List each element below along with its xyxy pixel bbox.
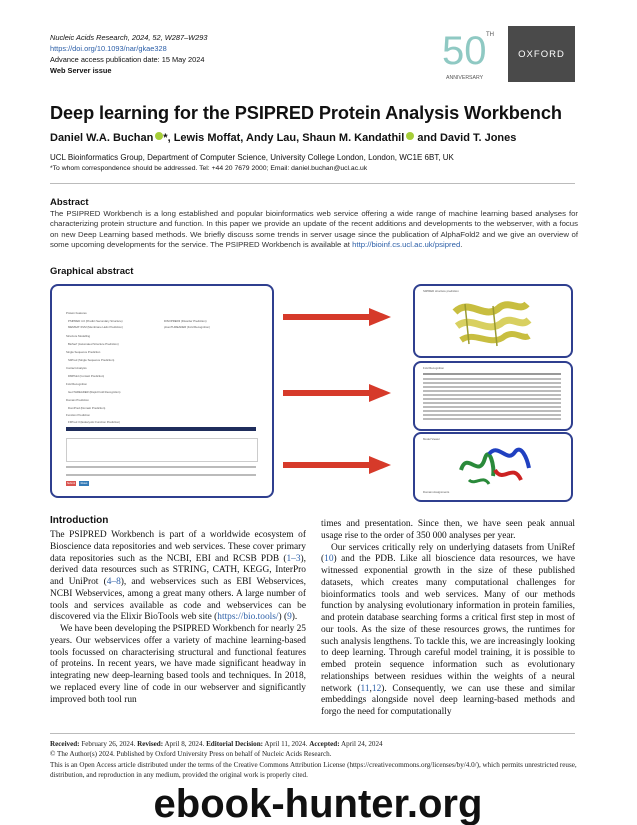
anniversary-number: 50: [442, 29, 487, 73]
biotools-url-link[interactable]: https://bio.tools/: [217, 612, 279, 623]
doi-link[interactable]: https://doi.org/10.1093/nar/gkae328: [50, 44, 167, 53]
author-5: and David T. Jones: [414, 132, 517, 144]
author-list: [50, 132, 516, 144]
journal-name: Nucleic Acids Research: [50, 33, 128, 42]
abstract-body: The PSIPRED Workbench is a long established and popular bioinformatics web service offering a wide range of machine learning based analyses for characterizing protein structure and function. In this paper we provide an update of the recent additions and developments to the webserver, with a focus on new Deep Learning based methods. We briefly discuss some trends in server usage since the publication of AlphaFold2 and we give an overview of some upcoming developments for the service. The PSIPRED Workbench is available at: [50, 209, 578, 250]
decision-label: Editorial Decision:: [206, 740, 264, 748]
50th-anniversary-logo: [440, 26, 500, 84]
table-row: [423, 398, 561, 400]
divider: [50, 183, 575, 184]
right-column: [321, 519, 575, 719]
citation-link[interactable]: 9: [287, 612, 292, 623]
form-section-label: Single Sequence Prediction: [66, 350, 101, 354]
panel-label: Model Viewer: [423, 437, 440, 441]
author-2-4: *, Lewis Moffat, Andy Lau, Shaun M. Kandathil: [163, 132, 405, 144]
citation-link[interactable]: 1–3: [286, 553, 301, 564]
form-section-label: Function Prediction: [66, 413, 90, 417]
intro-paragraph-3: times and presentation. Since then, we have seen peak annual usage rise to the order of 350 000 analyses per year.: [321, 519, 575, 541]
abstract-end: .: [460, 240, 463, 250]
panel-label: Fold Recognition: [423, 366, 444, 370]
form-section-label: Protein Features: [66, 311, 87, 315]
journal-citation: [50, 33, 208, 42]
introduction-heading: Introduction: [50, 515, 109, 526]
table-row: [423, 378, 561, 380]
text-run: The PSIPRED Workbench is part of a worldwide ecosystem of Bioscience data repositories and web services. These cover primary data repositories such as the NCBI, EBI and RCSB PDB (: [50, 530, 306, 564]
left-column: [50, 530, 306, 706]
text-run: ).: [291, 612, 298, 623]
intro-paragraph-4: [321, 543, 575, 719]
form-checkbox-label: GenTHREADER (Rapid Fold Recognition): [68, 390, 121, 394]
arrow-right-icon: [283, 307, 393, 327]
form-field-line: [66, 474, 256, 476]
history-dates: [50, 739, 580, 749]
accepted-date: April 24, 2024: [339, 740, 383, 748]
text-run: ,: [369, 683, 372, 694]
text-run: ) and the PDB. Like all bioscience data resources, we have witnessed exponential growth in the size of these published datasets, which creates many computational challenges for bioinformatics tools and web services. Many of our methods function by analysing evolutionary information in protein families, and protein database searching forms a critical first step in most of our tools. As the size of these resources grows, the runtimes for such analysis lengthens. To tackle this, we are increasingly looking to deep learning. Through careful model training, it is possible to embed protein sequence information such as evolutionary relationships between residues within the weights of a neural network (: [321, 554, 575, 694]
advance-access-date: Advance access publication date: 15 May 2024: [50, 55, 205, 64]
received-label: Received:: [50, 740, 80, 748]
table-row: [423, 386, 561, 388]
citation-link[interactable]: 11: [360, 683, 370, 694]
revised-label: Revised:: [137, 740, 164, 748]
journal-volume: , 2024, 52, W287–W293: [127, 33, 208, 42]
form-section-label: Structure Modelling: [66, 334, 91, 338]
form-checkbox-label: BioSerf (Automated Structure Prediction): [68, 342, 119, 346]
citation-link[interactable]: 12: [371, 683, 382, 694]
form-checkbox-label: FFPred 3 (Eukaryotic Function Prediction): [68, 420, 121, 424]
form-checkbox-label: S4Pred (Single Sequence Prediction): [68, 358, 115, 362]
sequence-textarea[interactable]: [66, 438, 258, 462]
form-section-label: Fold Recognition: [66, 382, 87, 386]
psipred-url-link[interactable]: http://bioinf.cs.ucl.ac.uk/psipred: [352, 240, 461, 250]
reset-button[interactable]: Reset: [80, 482, 88, 485]
panel-label: S4PRED structure prediction: [423, 289, 459, 293]
table-header-line: [423, 373, 561, 375]
author-1: Daniel W.A. Buchan: [50, 132, 154, 144]
citation-link[interactable]: 10: [324, 554, 334, 565]
anniversary-label: ANNIVERSARY: [446, 75, 484, 81]
oxford-logo: [508, 26, 575, 82]
domain-structure-icon: [455, 440, 535, 488]
form-checkbox-label: pGenTHREADER (Fold Recognition): [164, 325, 210, 329]
revised-date: April 8, 2024.: [163, 740, 207, 748]
form-checkbox-label: MEMSAT-SVM (Membrane Helix Prediction): [68, 325, 123, 329]
intro-paragraph-2: We have been developing the PSIPRED Workbench for nearly 25 years. Our webservices offer a variety of machine learning-based tools focussed on characterising structural and functional features of proteins. In recent years, we have made significant headway in integrating new deep-learning based tools and techniques. In 2018, we replaced every line of code in our webserver and significantly improved both tool run: [50, 624, 306, 705]
article-footer: [50, 739, 580, 781]
arrow-right-icon: [283, 455, 393, 475]
graphical-abstract-heading: Graphical abstract: [50, 266, 134, 277]
form-header-bar: [66, 427, 256, 431]
table-row: [423, 406, 561, 408]
form-section-label: Domain Prediction: [66, 398, 89, 402]
table-row: [423, 414, 561, 416]
domain-viewer-panel: [413, 432, 573, 502]
abstract-heading: Abstract: [50, 197, 89, 208]
issue-label: Web Server issue: [50, 66, 112, 75]
form-section-label: Contact Analysis: [66, 366, 87, 370]
text-run: Our services critically rely on underlying datasets from UniRef (: [321, 542, 575, 565]
text-run: ), derived data resources such as STRING, CATH, KEGG, InterPro and UniProt (: [50, 553, 306, 587]
copyright-line: © The Author(s) 2024. Published by Oxford University Press on behalf of Nucleic Acids Research.: [50, 750, 332, 759]
correspondence: *To whom correspondence should be addressed. Tel: +44 20 7679 2000; Email: daniel.buchan@ucl.ac.uk: [50, 165, 368, 172]
table-row: [423, 402, 561, 404]
publisher-name: OXFORD: [518, 48, 565, 60]
received-date: February 26, 2024.: [79, 740, 138, 748]
watermark-banner: [0, 781, 637, 825]
form-checkbox-label: PSIPRED 4.0 (Predict Secondary Structure): [68, 319, 123, 323]
decision-date: April 11, 2024.: [263, 740, 310, 748]
workbench-form-panel: [50, 284, 274, 498]
table-row: [423, 394, 561, 396]
results-table-panel: [413, 361, 573, 431]
citation-link[interactable]: 4–8: [106, 577, 121, 587]
table-row: [423, 410, 561, 412]
panel-footer-label: Domain Assignments: [423, 490, 450, 494]
watermark-text: ebook-hunter.org: [153, 782, 483, 825]
protein-ribbon-icon: [445, 292, 535, 352]
text-run: ), and webservices such as EBI Webservices, NCBI Webservices, among a great many others. A large number of tools and services available as code and webservices can be discovered via the Elixir BioTools web site (: [50, 577, 306, 623]
accepted-label: Accepted:: [309, 740, 340, 748]
table-row: [423, 382, 561, 384]
form-field-line: [66, 466, 256, 468]
form-checkbox-label: DISOPRED3 (Disorder Prediction): [164, 319, 207, 323]
arrow-right-icon: [283, 383, 393, 403]
text-run: ). Consequently, we can use these and similar embeddings alongside novel deep learning-based methods and forgo the need for computationally: [321, 683, 575, 717]
form-checkbox-label: DomPred (Domain Prediction): [68, 406, 106, 410]
license-text: This is an Open Access article distributed under the terms of the Creative Commons Attribution License (https://creativecommons.org/licenses/by/4.0/), which permits unrestricted reuse, distribution, and reproduction in any medium, provided the original work is properly cited.: [50, 760, 577, 780]
table-row: [423, 418, 561, 420]
footer-divider: [50, 733, 575, 734]
form-checkbox-label: DMPfold (Contact Prediction): [68, 374, 105, 378]
intro-paragraph-1: [50, 530, 306, 624]
article-title: Deep learning for the PSIPRED Protein Analysis Workbench: [50, 103, 562, 123]
submit-button[interactable]: Submit: [66, 482, 76, 485]
anniversary-th: TH: [486, 32, 494, 38]
structure-viewer-panel: [413, 284, 573, 358]
table-row: [423, 390, 561, 392]
abstract-text: [50, 209, 578, 251]
affiliation: UCL Bioinformatics Group, Department of Computer Science, University College London, London, WC1E 6BT, UK: [50, 153, 454, 162]
text-run: ) (: [278, 612, 288, 623]
